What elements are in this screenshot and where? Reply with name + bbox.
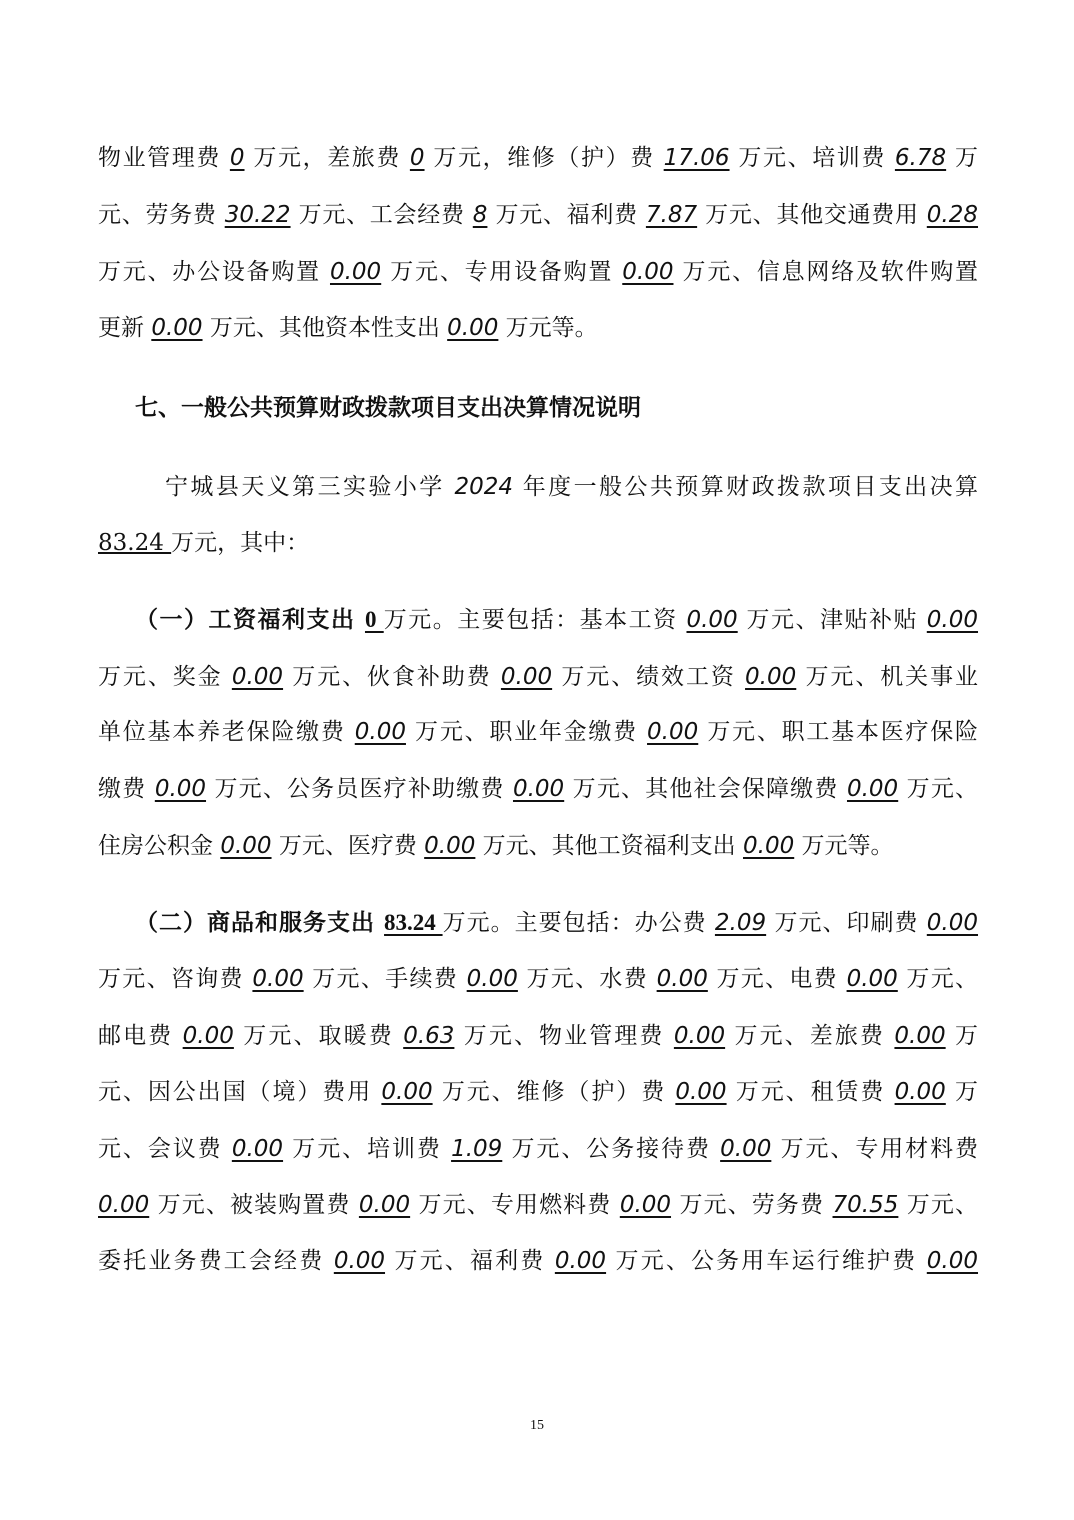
text-segment: 物业管理费 (98, 145, 230, 171)
amount-value: 0.00 (151, 315, 203, 341)
text-segment: 万元、物业管理费 (454, 1023, 674, 1049)
text-segment: 万元，差旅费 (244, 145, 410, 171)
text-line (98, 527, 978, 559)
text-segment: 万元、水费 (517, 966, 657, 992)
amount-value: 0.00 (622, 259, 674, 285)
text-line (98, 1133, 978, 1165)
text-line (98, 1245, 978, 1277)
text-segment: 万元、医疗费 (271, 833, 425, 859)
amount-value: 0.00 (926, 607, 979, 633)
page-number: 15 (530, 1418, 544, 1433)
amount-value: 0.00 (512, 776, 565, 802)
text-line (98, 716, 978, 748)
text-segment: 万元、租赁费 (726, 1079, 895, 1105)
text-segment: 万元、 (898, 776, 979, 802)
text-segment: 万 (945, 1023, 979, 1049)
text-line (98, 1189, 978, 1221)
amount-value: 0 (364, 607, 384, 632)
amount-value: 83.24 (384, 910, 443, 935)
amount-value: 0.00 (846, 776, 899, 802)
amount-value: 0.00 (231, 664, 284, 690)
text-segment: 万 (945, 1079, 979, 1105)
text-segment: 万元、培训费 (729, 145, 895, 171)
amount-value: 7.87 (645, 202, 698, 228)
amount-value: 0.00 (252, 966, 304, 992)
text-line (98, 1076, 978, 1108)
text-segment: 元、会议费 (98, 1136, 232, 1162)
amount-value: 0.00 (846, 966, 898, 992)
amount-value: 0.00 (424, 833, 476, 859)
amount-value: 70.55 (832, 1192, 899, 1218)
text-segment: 万元、 (898, 1192, 979, 1218)
amount-value: 30.22 (224, 202, 291, 228)
amount-value: 0.00 (466, 966, 518, 992)
text-line (98, 142, 978, 174)
text-line (98, 199, 978, 231)
text-segment: 住房公积金 (98, 833, 221, 859)
text-segment: 万元、津贴补贴 (737, 607, 927, 633)
text-segment: 万元、职业年金缴费 (405, 719, 648, 745)
text-segment: 万元、咨询费 (98, 966, 253, 992)
text-segment: 万元等。 (498, 315, 598, 341)
text-segment: 邮电费 (98, 1023, 183, 1049)
section-heading: 七、一般公共预算财政拨款项目支出决算情况说明 (135, 394, 641, 421)
amount-value: 0.00 (500, 664, 553, 690)
text-line (98, 1020, 978, 1052)
text-segment: 万元、公务用车运行维护费 (606, 1248, 927, 1274)
text-segment: 更新 (98, 315, 152, 341)
text-segment: 万元、福利费 (487, 202, 646, 228)
amount-value: 0.00 (358, 1192, 411, 1218)
text-segment: 万元，其中： (171, 530, 310, 556)
text-segment: 单位基本养老保险缴费 (98, 719, 355, 745)
text-segment: 宁城县天义第三实验小学 (165, 474, 455, 500)
text-segment: 万元、机关事业 (796, 664, 979, 690)
amount-value: 0.00 (745, 664, 797, 690)
text-segment: 万元、信息网络及软件购置 (673, 259, 978, 285)
amount-value: 0.00 (894, 1079, 946, 1105)
amount-value: 17.06 (663, 145, 730, 171)
text-segment: 万元、其他交通费用 (697, 202, 927, 228)
year-value: 2024 (454, 474, 513, 500)
amount-value: 0.00 (333, 1248, 386, 1274)
text-segment: 万元。主要包括：办公费 (442, 910, 715, 936)
text-segment: 万元、其他资本性支出 (202, 315, 448, 341)
amount-value: 0.00 (656, 966, 708, 992)
amount-value: 6.78 (894, 145, 947, 171)
text-segment: 万元、其他工资福利支出 (475, 833, 743, 859)
text-segment: 委托业务费工会经费 (98, 1248, 334, 1274)
amount-value: 0.00 (647, 719, 699, 745)
text-segment: 万元、专用设备购置 (381, 259, 623, 285)
text-segment: 万元、公务接待费 (502, 1136, 721, 1162)
text-segment: 万元、电费 (707, 966, 847, 992)
text-segment: 万元、手续费 (303, 966, 467, 992)
text-segment: 万元、职工基本医疗保险 (698, 719, 978, 745)
amount-value: 0.00 (926, 1248, 979, 1274)
amount-value: 0.00 (554, 1248, 607, 1274)
text-line (98, 963, 978, 995)
text-segment: 万元、印刷费 (766, 910, 927, 936)
text-line (98, 773, 978, 805)
amount-value: 0 (229, 145, 245, 171)
section-heading: （二）商品和服务支出 (135, 909, 385, 936)
amount-value: 0.00 (231, 1136, 284, 1162)
amount-value: 0.00 (354, 719, 406, 745)
text-segment: 万元、专用材料费 (771, 1136, 979, 1162)
text-segment: 万元、办公设备购置 (98, 259, 330, 285)
text-segment: 万元、维修（护）费 (432, 1079, 676, 1105)
text-line (98, 256, 978, 288)
text-segment: 元、因公出国（境）费用 (98, 1079, 382, 1105)
text-segment: 万元、被装购置费 (149, 1192, 359, 1218)
text-line (98, 312, 978, 344)
text-segment: 年度一般公共预算财政拨款项目支出决算 (513, 474, 979, 500)
text-segment: 缴费 (98, 776, 155, 802)
text-segment: 万元、其他社会保障缴费 (564, 776, 847, 802)
text-segment: 万元、取暖费 (233, 1023, 404, 1049)
text-segment: 万元、伙食补助费 (283, 664, 501, 690)
text-segment: 万 (946, 145, 979, 171)
text-line (98, 661, 978, 693)
text-segment: 万元、培训费 (283, 1136, 452, 1162)
amount-value: 0.00 (926, 910, 979, 936)
text-segment: 万元，维修（护）费 (424, 145, 664, 171)
text-segment: 万元、差旅费 (725, 1023, 895, 1049)
text-segment: 万元、公务员医疗补助缴费 (206, 776, 513, 802)
text-line (135, 392, 978, 424)
text-segment: 万元、 (897, 966, 979, 992)
amount-value: 0.00 (673, 1023, 726, 1049)
amount-value: 0.00 (894, 1023, 946, 1049)
text-segment: 万元、专用燃料费 (410, 1192, 620, 1218)
amount-value: 0.00 (720, 1136, 772, 1162)
text-segment: 万元。主要包括：基本工资 (383, 607, 687, 633)
amount-value: 0.00 (329, 259, 382, 285)
amount-value: 0.00 (182, 1023, 234, 1049)
text-segment: 元、劳务费 (98, 202, 225, 228)
amount-value: 0.00 (686, 607, 738, 633)
text-segment: 万元、工会经费 (290, 202, 473, 228)
amount-value: 0.63 (403, 1023, 455, 1049)
text-line (135, 604, 978, 636)
amount-value: 0.00 (381, 1079, 433, 1105)
amount-value: 1.09 (451, 1136, 503, 1162)
text-line (165, 471, 978, 503)
section-heading: （一）工资福利支出 (135, 606, 365, 633)
amount-value: 8 (472, 202, 488, 228)
text-segment: 万元、劳务费 (671, 1192, 833, 1218)
amount-value: 0.00 (98, 1192, 150, 1218)
text-line (98, 830, 978, 862)
amount-value: 0.00 (220, 833, 272, 859)
amount-value: 0.00 (675, 1079, 727, 1105)
text-segment: 万元、奖金 (98, 664, 232, 690)
amount-value: 0.00 (447, 315, 499, 341)
amount-value: 0.00 (154, 776, 207, 802)
amount-value: 2.09 (714, 910, 767, 936)
amount-value: 0.00 (743, 833, 795, 859)
amount-value: 0 (409, 145, 425, 171)
text-segment: 万元等。 (794, 833, 894, 859)
amount-value: 0.00 (619, 1192, 672, 1218)
text-segment: 万元、福利费 (385, 1248, 555, 1274)
amount-value: 83.24 (98, 530, 172, 556)
text-segment: 万元、绩效工资 (552, 664, 746, 690)
text-line (135, 907, 978, 939)
amount-value: 0.28 (926, 202, 979, 228)
